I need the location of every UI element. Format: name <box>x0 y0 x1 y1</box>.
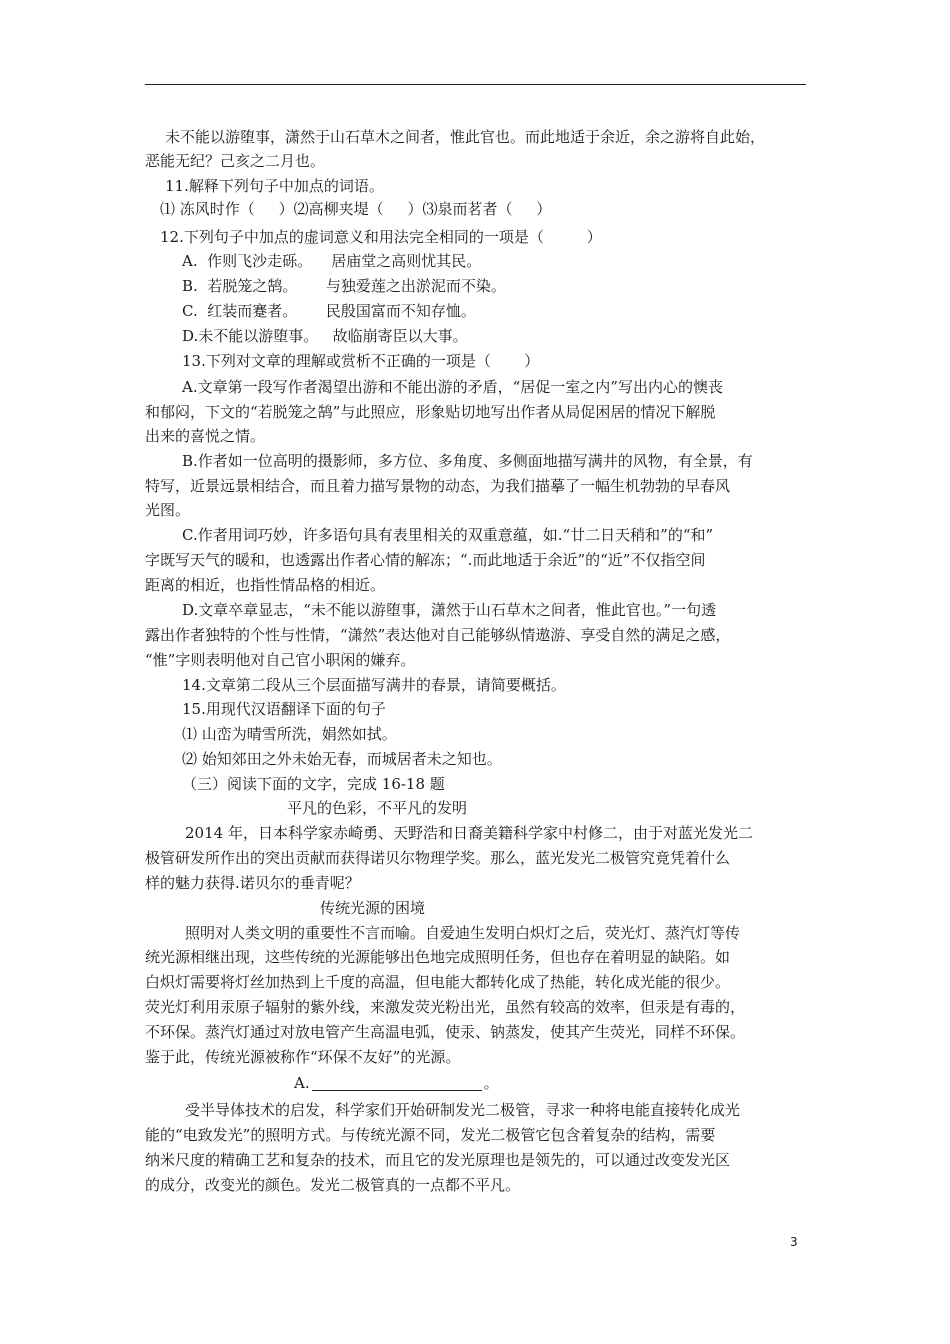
text-line: 不环保。蒸汽灯通过对放电管产生高温电弧，使汞、钠蒸发，使其产生荧光，同样不环保。 <box>145 1023 746 1041</box>
text-line: C.作者用词巧妙，许多语句具有表里相关的双重意蕴，如.“廿二日天稍和”的“和” <box>182 526 714 544</box>
text-line: 统光源相继出现，这些传统的光源能够出色地完成照明任务，但也存在着明显的缺陷。如 <box>145 948 731 966</box>
option-d: D.未不能以游堕事。 故临崩寄臣以大事。 <box>182 327 468 345</box>
question-11-items: ⑴ 冻风时作（ ）⑵高柳夹堤（ ）⑶泉而茗者（ ） <box>160 200 552 218</box>
option-b: B. 若脱笼之鹄。 与独爱莲之出淤泥而不染。 <box>182 277 506 295</box>
fill-blank-suffix: 。 <box>483 1074 499 1092</box>
option-c: C. 红装而蹇者。 民殷国富而不知存恤。 <box>182 302 476 320</box>
text-line: 荧光灯利用汞原子辐射的紫外线，来激发荧光粉出光，虽然有较高的效率，但汞是有毒的， <box>145 998 746 1016</box>
text-line: 2014 年，日本科学家赤崎勇、天野浩和日裔美籍科学家中村修二，由于对蓝光发光二 <box>185 824 753 842</box>
text-line: 鉴于此，传统光源被称作“环保不友好”的光源。 <box>145 1048 461 1066</box>
text-line: 极管研发所作出的突出贡献而获得诺贝尔物理学奖。那么，蓝光发光二极管究竟凭着什么 <box>145 849 731 867</box>
question-14: 14.文章第二段从三个层面描写满井的春景，请简要概括。 <box>182 676 566 694</box>
text-line: D.文章卒章显志，“未不能以游堕事，潇然于山石草木之间者，惟此官也。”一句透 <box>182 601 717 619</box>
text-line: 光图。 <box>145 501 191 519</box>
question-13: 13.下列对文章的理解或赏析不正确的一项是（ ） <box>182 352 540 370</box>
question-12: 12.下列句子中加点的虚词意义和用法完全相同的一项是（ ） <box>160 228 602 246</box>
fill-blank-label: A. <box>294 1074 310 1092</box>
text-line: 字既写天气的暖和，也透露出作者心情的解冻；“.而此地适于余近”的“近”不仅指空间 <box>145 551 706 569</box>
question-15-item-2: ⑵ 始知郊田之外未始无春，而城居者未之知也。 <box>182 750 502 768</box>
text-line: 恶能无纪？己亥之二月也。 <box>145 152 326 170</box>
text-line: 和郁闷，下文的“若脱笼之鹄”与此照应，形象贴切地写出作者从局促困居的情况下解脱 <box>145 403 716 421</box>
text-line: 白炽灯需要将灯丝加热到上千度的高温，但电能大都转化成了热能，转化成光能的很少。 <box>145 973 731 991</box>
section-three-heading: （三）阅读下面的文字，完成 16-18 题 <box>182 775 445 793</box>
text-line: 能的“电致发光”的照明方式。与传统光源不同，发光二极管它包含着复杂的结构，需要 <box>145 1126 716 1144</box>
question-15: 15.用现代汉语翻译下面的句子 <box>182 700 386 718</box>
subheading: 传统光源的困境 <box>320 899 426 917</box>
text-line: 特写，近景远景相结合，而且着力描写景物的动态，为我们描摹了一幅生机勃勃的早春风 <box>145 477 731 495</box>
text-line: A.文章第一段写作者渴望出游和不能出游的矛盾，“居促一室之内”写出内心的懊丧 <box>182 378 723 396</box>
text-line: 样的魅力获得.诺贝尔的垂青呢？ <box>145 874 360 892</box>
text-line: 露出作者独特的个性与性情，“潇然”表达他对自己能够纵情遨游、享受自然的满足之感， <box>145 626 731 644</box>
answer-blank <box>312 1075 482 1091</box>
question-11: 11.解释下列句子中加点的词语。 <box>165 177 384 195</box>
text-line: 距离的相近，也指性情品格的相近。 <box>145 576 386 594</box>
text-line: 纳米尺度的精确工艺和复杂的技术，而且它的发光原理也是领先的，可以通过改变发光区 <box>145 1151 731 1169</box>
page-number: 3 <box>790 1235 798 1249</box>
header-rule <box>145 84 806 85</box>
text-line: “惟”字则表明他对自己官小职闲的嫌弃。 <box>145 651 416 669</box>
question-15-item-1: ⑴ 山峦为晴雪所洗，娟然如拭。 <box>182 725 397 743</box>
text-line: 受半导体技术的启发，科学家们开始研制发光二极管，寻求一种将电能直接转化成光 <box>185 1101 741 1119</box>
option-a: A. 作则飞沙走砾。 居庙堂之高则忧其民。 <box>182 252 482 270</box>
article-title: 平凡的色彩，不平凡的发明 <box>287 799 468 817</box>
fill-blank-line <box>294 1075 499 1091</box>
text-line: 出来的喜悦之情。 <box>145 427 266 445</box>
text-line: 照明对人类文明的重要性不言而喻。自爱迪生发明白炽灯之后，荧光灯、蒸汽灯等传 <box>185 924 741 942</box>
text-line: 未不能以游堕事，潇然于山石草木之间者，惟此官也。而此地适于余近，余之游将自此始， <box>165 128 766 146</box>
text-line: B.作者如一位高明的摄影师，多方位、多角度、多侧面地描写满井的风物，有全景，有 <box>182 452 753 470</box>
text-line: 的成分，改变光的颜色。发光二极管真的一点都不平凡。 <box>145 1176 521 1194</box>
